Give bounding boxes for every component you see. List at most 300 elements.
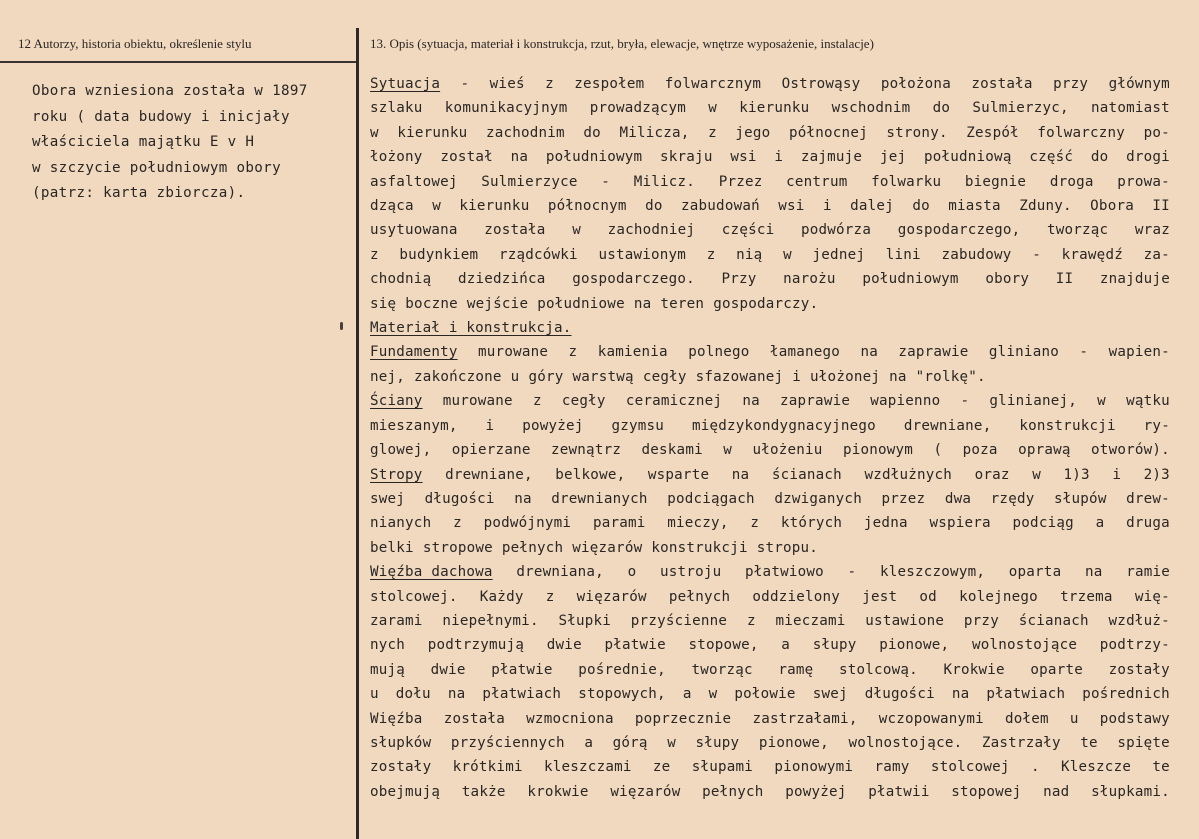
word: płatwii	[868, 783, 930, 800]
word: góry	[528, 368, 564, 385]
word: wraz	[1134, 222, 1170, 239]
word: w	[783, 246, 792, 263]
word: ustawione	[865, 612, 945, 629]
word: części	[721, 222, 775, 239]
word: ramy	[874, 759, 910, 776]
word: dziedzińca	[457, 271, 546, 288]
word: stropowe	[422, 539, 493, 556]
word: do	[932, 100, 951, 117]
word: wzdłużnych	[864, 466, 953, 483]
word: oprawą	[1018, 442, 1071, 459]
word: na	[447, 686, 466, 703]
word: jednej	[812, 246, 866, 263]
text-line	[370, 96, 1170, 120]
word: parami	[592, 515, 646, 532]
word: obejmują	[370, 783, 441, 800]
word: na	[742, 393, 760, 410]
column-divider	[356, 28, 359, 839]
word: w	[572, 222, 581, 239]
word: i	[774, 149, 784, 166]
word: stropu.	[756, 539, 819, 556]
word: -	[1032, 246, 1041, 263]
ink-speck	[340, 322, 343, 330]
word: słupy	[812, 637, 857, 654]
word: słupów	[1054, 490, 1107, 507]
text-line	[370, 609, 1170, 633]
word: słupy	[695, 734, 740, 751]
word: zabudowań	[681, 198, 760, 215]
word: w	[370, 124, 379, 141]
word: kierunku	[397, 124, 468, 141]
word: dwa	[944, 490, 972, 507]
word: trzema	[1060, 588, 1113, 605]
word: zachodniej	[607, 222, 696, 239]
word: kleszczami	[544, 759, 632, 776]
description-text	[370, 72, 1170, 804]
word: łamanego	[769, 344, 841, 361]
word: w	[723, 442, 733, 459]
word: stopowych,	[578, 686, 666, 703]
text-line	[370, 218, 1170, 242]
word: jego	[735, 124, 771, 141]
word: Przez	[718, 173, 763, 190]
word: płatwiach	[986, 686, 1066, 703]
word: drew-	[1126, 490, 1170, 507]
word: pionowymi	[774, 759, 854, 776]
word: glowej,	[370, 442, 432, 459]
word: oparte	[1030, 661, 1083, 678]
word: jedna	[863, 515, 908, 532]
word: jest	[862, 588, 898, 605]
word: o	[627, 564, 637, 581]
word: mieszanym,	[370, 417, 458, 434]
word: zabudowy	[941, 246, 1012, 263]
word: centrum	[786, 173, 848, 190]
word: kierunku	[459, 198, 530, 215]
word: do	[645, 198, 663, 215]
word: powyżej	[522, 417, 584, 434]
section-12-heading: 12 Autorzy, historia obiektu, określenie stylu	[18, 36, 252, 51]
word: z	[545, 588, 555, 605]
word: a	[781, 637, 791, 654]
word: północnej	[788, 124, 868, 141]
word: stolcową.	[839, 661, 918, 678]
word: od	[919, 588, 937, 605]
word: znajduje	[1099, 271, 1170, 288]
word: miasta	[948, 198, 1001, 215]
text-line	[370, 145, 1170, 169]
word: szlaku	[370, 100, 423, 117]
word: do	[912, 198, 930, 215]
word: wczopowanymi	[878, 710, 984, 727]
word: drewniana,	[516, 564, 604, 581]
word: drewnianych	[551, 490, 648, 507]
word: wię-	[1134, 588, 1170, 605]
word: gzymsu	[611, 417, 665, 434]
word: w	[1032, 466, 1041, 483]
word: Przy	[721, 271, 757, 288]
word: 1)3	[1063, 466, 1090, 483]
word: te	[1080, 734, 1098, 751]
word: wolnostojące	[971, 637, 1078, 654]
word: gliniano	[988, 344, 1059, 361]
word: nych	[370, 637, 406, 654]
word: podciąg	[1012, 515, 1074, 532]
word: przyścienne	[630, 612, 728, 629]
text-line	[370, 316, 1170, 340]
word: z	[750, 515, 760, 532]
word: kolejnego	[959, 588, 1038, 605]
word: usytuowana	[370, 222, 458, 239]
text-line	[370, 267, 1170, 291]
word: "rolkę".	[915, 368, 986, 385]
text-line: w szczycie południowym obory	[32, 159, 281, 176]
word: Milicz.	[633, 173, 696, 190]
word: niepełnymi.	[442, 612, 539, 629]
word: (	[933, 442, 943, 459]
word: a	[682, 686, 692, 703]
word: pionowym	[842, 442, 914, 459]
word: połowie	[734, 686, 796, 703]
word: ścianach	[1018, 612, 1089, 629]
word: także	[461, 783, 506, 800]
word: 2)3	[1143, 466, 1170, 483]
text-line	[370, 682, 1170, 706]
word: droga	[1049, 173, 1094, 190]
word: -	[1079, 344, 1089, 361]
word: kierunku	[739, 100, 810, 117]
word: krawędź	[1061, 246, 1123, 263]
word: belki	[370, 539, 414, 556]
word: krótkimi	[452, 759, 523, 776]
word: do	[1090, 149, 1109, 166]
word: u	[1069, 710, 1079, 727]
text-line	[370, 463, 1170, 487]
word: wsi	[730, 149, 757, 166]
word: powyżej	[785, 783, 847, 800]
word: z	[746, 612, 756, 629]
word: pełnych	[501, 539, 564, 556]
word: mują	[370, 661, 406, 678]
word: murowane	[478, 344, 549, 361]
word: z	[706, 246, 716, 263]
word: wieś	[489, 76, 525, 92]
word: -	[601, 173, 611, 190]
word: gospodarczy.	[713, 295, 819, 312]
word: drogi	[1126, 149, 1170, 166]
word: przy	[1053, 76, 1089, 92]
word: dwie	[430, 661, 466, 678]
word: południowe	[537, 295, 625, 312]
word: w	[667, 734, 676, 751]
word: część	[1029, 149, 1074, 166]
text-line	[370, 731, 1170, 755]
word: rzędy	[990, 490, 1035, 507]
word: międzykondygnacyjnego	[691, 417, 876, 434]
word: mieczy,	[667, 515, 729, 532]
word: poprzecznie	[634, 710, 732, 727]
text-line	[370, 633, 1170, 657]
word: Zastrzały	[981, 734, 1061, 751]
word: zachodnim	[485, 124, 565, 141]
word: ułożonej	[810, 368, 881, 385]
text-line	[370, 707, 1170, 731]
word: Zduny.	[1019, 198, 1072, 215]
word: konstrukcji	[651, 539, 748, 556]
word: Zespół	[966, 124, 1019, 141]
text-line	[370, 438, 1170, 462]
word: słupków	[370, 734, 432, 751]
word: w	[708, 686, 718, 703]
word: wątku	[1126, 393, 1170, 410]
word: boczne	[405, 295, 458, 312]
word: ramę	[778, 661, 814, 678]
word: więzarów	[576, 588, 647, 605]
text-line: właściciela majątku E v H	[32, 134, 255, 150]
word: folwarku	[871, 173, 942, 190]
word: prowa-	[1117, 173, 1170, 190]
word: Kleszcze	[1061, 759, 1132, 776]
word: oraz	[974, 466, 1010, 483]
word: ceramicznej	[625, 393, 723, 410]
word: swej	[370, 490, 406, 507]
text-line: (patrz: karta zbiorcza).	[32, 185, 246, 201]
word: Sulmierzyc,	[972, 100, 1069, 117]
text-line	[370, 340, 1170, 364]
word: zakończone	[414, 368, 502, 385]
word: folwarczny	[1037, 124, 1126, 141]
word: a	[584, 734, 594, 751]
word: natomiast	[1091, 100, 1170, 117]
text-line	[370, 585, 1170, 609]
word: wspiera	[929, 515, 991, 532]
word: krokwie	[527, 783, 589, 800]
word: te	[1152, 759, 1170, 776]
word: dołu	[395, 686, 431, 703]
word: zostały	[370, 759, 432, 776]
word: Milicza,	[619, 124, 690, 141]
word: płatwie	[491, 661, 553, 678]
word: stopowej	[951, 783, 1022, 800]
word: pełnych	[702, 783, 764, 800]
word: dząca	[370, 198, 414, 215]
word: swej	[812, 686, 848, 703]
word: i	[792, 368, 802, 385]
word: zajmuje	[800, 149, 863, 166]
word: z	[370, 246, 379, 263]
word: wzdłuż-	[1108, 612, 1170, 629]
word: dalej	[850, 198, 894, 215]
text-line: roku ( data budowy i inicjały	[32, 108, 290, 125]
word: drewniane,	[903, 417, 992, 434]
word: na	[514, 490, 532, 507]
word: dzwiganych	[774, 490, 862, 507]
section-keyword: Fundamenty	[370, 344, 458, 361]
word: konstrukcji	[1019, 417, 1116, 434]
word: pośrednich	[1082, 686, 1170, 703]
word: gospodarczego,	[897, 222, 1021, 239]
word: na	[633, 295, 652, 312]
word: z	[568, 344, 578, 361]
text-line	[370, 511, 1170, 535]
word: sfazowanej	[695, 368, 784, 385]
text-line	[370, 780, 1170, 804]
word: z	[453, 515, 462, 532]
word: została	[443, 710, 506, 727]
word: pełnych	[668, 588, 731, 605]
word: wapienno	[870, 393, 941, 410]
word: biegnie	[964, 173, 1027, 190]
word: został	[440, 149, 493, 166]
word: ze	[652, 759, 671, 776]
word: słupami	[691, 759, 754, 776]
word: druga	[1126, 515, 1170, 532]
word: stopowe,	[688, 637, 759, 654]
text-line	[370, 414, 1170, 438]
word: więzarów	[610, 783, 681, 800]
word: wsi	[778, 198, 805, 215]
word: i	[822, 198, 832, 215]
word: glinianej,	[989, 393, 1078, 410]
word: kamienia	[597, 344, 668, 361]
word: południową	[923, 149, 1012, 166]
word: asfaltowej	[370, 173, 458, 190]
word: i	[485, 417, 495, 434]
section-13-heading: 13. Opis (sytuacja, materiał i konstrukcja, rzut, bryła, elewacje, wnętrze wyposażenie, instalacje)	[370, 36, 874, 51]
word: oddzielony	[752, 588, 841, 605]
word: tworząc	[691, 661, 753, 678]
word: została	[971, 76, 1033, 92]
word: -	[460, 76, 470, 92]
word: płatwiowo	[745, 564, 824, 581]
text-line	[370, 560, 1170, 584]
word: Więźba	[370, 710, 423, 727]
word: podwórza	[800, 222, 872, 239]
word: teren	[660, 295, 705, 312]
word: wolnostojące.	[848, 734, 963, 751]
word: z	[532, 393, 542, 410]
word: -	[960, 393, 970, 410]
word: na	[731, 466, 750, 483]
word: u	[370, 686, 379, 703]
word: II	[1055, 271, 1074, 288]
section-keyword: Sytuacja	[370, 76, 441, 92]
word: łożony	[370, 149, 423, 166]
word: rządcówki	[498, 246, 578, 263]
text-line: Obora wzniesiona została w 1897	[32, 83, 308, 99]
word: drewniane,	[445, 466, 533, 483]
word: podstawy	[1099, 710, 1170, 727]
authors-history-text	[32, 79, 352, 207]
word: .	[1030, 759, 1040, 776]
word: do	[583, 124, 601, 141]
word: poza	[962, 442, 998, 459]
word: zarami	[370, 612, 423, 629]
word: chodnią	[370, 271, 432, 288]
word: na	[860, 344, 878, 361]
word: lini	[885, 246, 921, 263]
word: ustroju	[660, 564, 722, 581]
word: zastrzałami,	[752, 710, 858, 727]
word: po-	[1143, 124, 1170, 141]
word: zespołem	[574, 76, 645, 92]
text-line	[370, 170, 1170, 194]
word: Ostrowąsy	[781, 76, 861, 92]
text-line	[370, 487, 1170, 511]
word: narożu	[783, 271, 836, 288]
word: opierzane	[451, 442, 531, 459]
text-line	[370, 658, 1170, 682]
word: strony.	[886, 124, 948, 141]
text-line	[370, 194, 1170, 218]
word: na	[510, 149, 529, 166]
word: mieczami	[775, 612, 846, 629]
text-line	[370, 365, 1170, 389]
word: podciągach	[667, 490, 755, 507]
text-line	[370, 72, 1170, 96]
word: ułożeniu	[752, 442, 823, 459]
word: deskami	[641, 442, 703, 459]
word: Każdy	[479, 588, 524, 605]
word: się	[370, 295, 397, 312]
word: warstwą	[572, 368, 634, 385]
word: skraju	[660, 149, 713, 166]
word: wapien-	[1108, 344, 1170, 361]
text-line	[370, 536, 1170, 560]
word: przy	[963, 612, 999, 629]
word: ustawionym	[598, 246, 687, 263]
word: pośrednie,	[578, 661, 666, 678]
word: -	[847, 564, 857, 581]
word: podwójnymi	[483, 515, 572, 532]
word: pionowe,	[879, 637, 950, 654]
word: prowadzącym	[589, 100, 687, 117]
word: w	[708, 100, 718, 117]
word: nej,	[370, 368, 406, 385]
word: długości	[864, 686, 935, 703]
word: Słupki	[558, 612, 612, 629]
word: u	[510, 368, 520, 385]
word: więzarów	[572, 539, 643, 556]
word: oparta	[1008, 564, 1062, 581]
word: głównym	[1108, 76, 1170, 92]
word: na	[889, 368, 907, 385]
word: w	[1097, 393, 1106, 410]
word: których	[780, 515, 843, 532]
word: spięte	[1117, 734, 1170, 751]
word: jej	[879, 149, 907, 166]
word: Obora	[1090, 198, 1134, 215]
word: stolcowej	[930, 759, 1010, 776]
word: podtrzymują	[427, 637, 525, 654]
word: płatwiach	[482, 686, 562, 703]
section-keyword: Więźba dachowa	[370, 564, 493, 581]
word: na	[1085, 564, 1103, 581]
word: cegły	[561, 393, 606, 410]
word: dołem	[1004, 710, 1049, 727]
word: murowane	[442, 393, 513, 410]
word: wschodnim	[831, 100, 911, 117]
word: podtrzy-	[1099, 637, 1170, 654]
word: nianych	[370, 515, 432, 532]
word: z	[545, 76, 554, 92]
word: Sulmierzyce	[481, 173, 578, 190]
word: w	[432, 198, 441, 215]
word: ry-	[1143, 417, 1170, 434]
header-divider	[0, 61, 358, 63]
word: na	[951, 686, 970, 703]
text-line	[370, 292, 1170, 316]
